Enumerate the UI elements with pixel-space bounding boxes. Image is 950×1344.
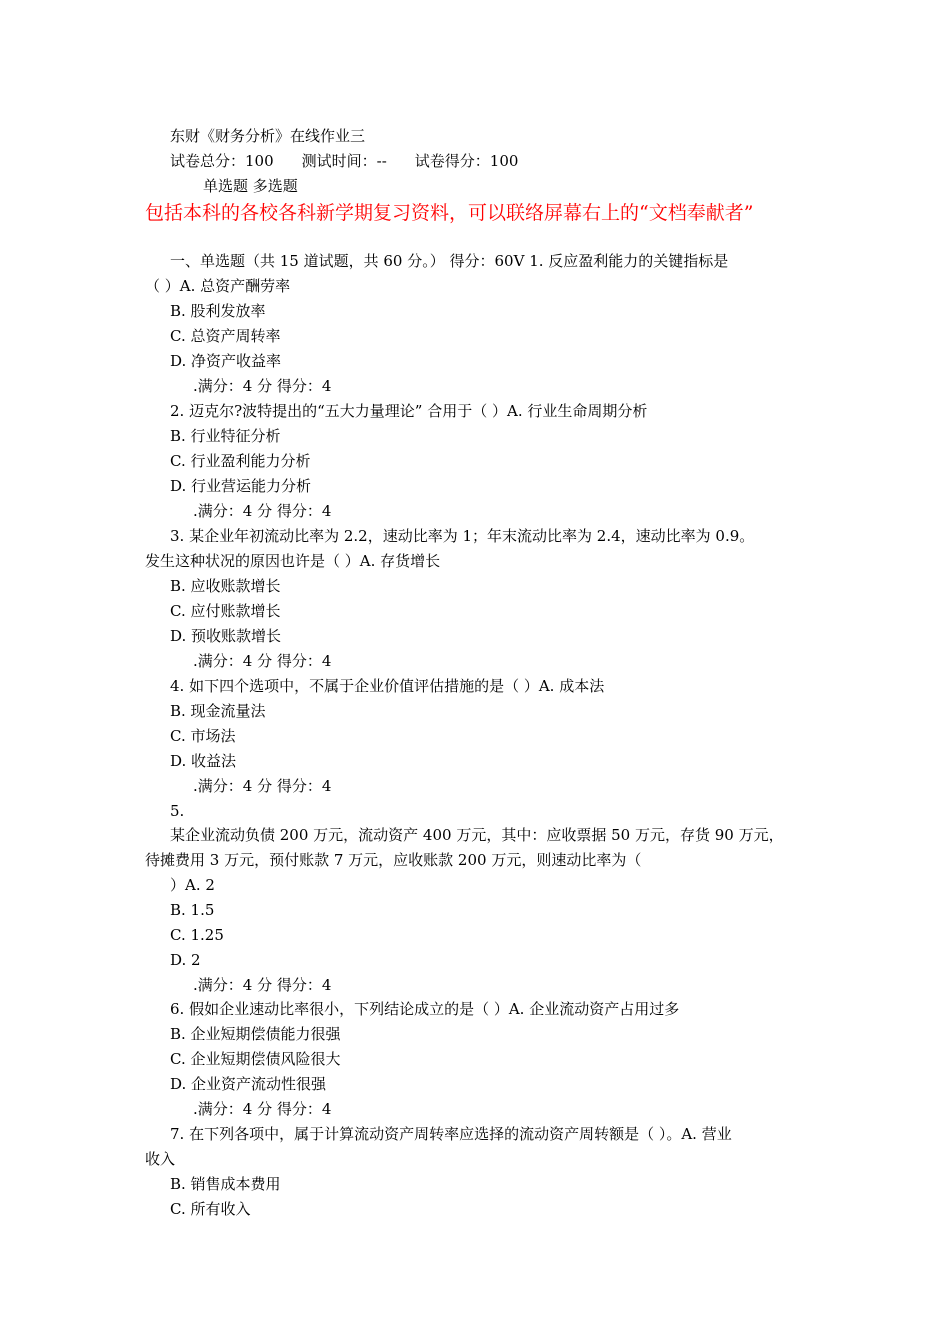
question-line: 3. 某企业年初流动比率为 2.2，速动比率为 1；年末流动比率为 2.4，速动比率为 0.9。 — [170, 527, 755, 545]
question-line: 发生这种状况的原因也许是（ ）A. 存货增长 — [145, 552, 441, 570]
section-heading: 一、单选题（共 15 道试题，共 60 分。） 得分：60V 1. 反应盈利能力的关键指标是 — [170, 252, 729, 270]
question-line: 6. 假如企业速动比率很小，下列结论成立的是（ ）A. 企业流动资产占用过多 — [170, 1000, 680, 1018]
answer-line: C. 总资产周转率 — [170, 327, 281, 345]
answer-line: B. 销售成本费用 — [170, 1175, 281, 1193]
answer-line: C. 行业盈利能力分析 — [170, 452, 311, 470]
question-line: 4. 如下四个选项中，不属于企业价值评估措施的是（ ）A. 成本法 — [170, 677, 605, 695]
document-title: 东财《财务分析》在线作业三 — [170, 127, 366, 145]
answer-line: D. 企业资产流动性很强 — [170, 1075, 327, 1093]
answer-line: B. 企业短期偿债能力很强 — [170, 1025, 341, 1043]
score-line: .满分：4 分 得分：4 — [193, 976, 332, 994]
score-line: .满分：4 分 得分：4 — [193, 502, 332, 520]
answer-line: D. 行业营运能力分析 — [170, 477, 312, 495]
answer-line: D. 收益法 — [170, 752, 237, 770]
test-time: 测试时间：-- — [301, 152, 387, 170]
answer-line: B. 现金流量法 — [170, 702, 266, 720]
answer-line: D. 净资产收益率 — [170, 352, 282, 370]
total-score: 试卷总分：100 — [170, 152, 274, 170]
score-line: .满分：4 分 得分：4 — [193, 777, 332, 795]
answer-line: D. 2 — [170, 951, 201, 969]
red-notice-text: 包括本科的各校各科新学期复习资料，可以联络屏幕右上的“文档奉献者” — [145, 202, 754, 224]
answer-line: C. 1.25 — [170, 926, 224, 944]
score-obtained: 试卷得分：100 — [414, 152, 519, 170]
question-line: 某企业流动负债 200 万元，流动资产 400 万元，其中：应收票据 50 万元，存货 90 万元， — [170, 826, 784, 844]
question-line: 2. 迈克尔?波特提出的“五大力量理论” 合用于（ ）A. 行业生命周期分析 — [170, 402, 648, 420]
answer-line: C. 所有收入 — [170, 1200, 251, 1218]
answer-line: B. 股利发放率 — [170, 302, 266, 320]
answer-line: 收入 — [145, 1150, 176, 1168]
answer-line: C. 企业短期偿债风险很大 — [170, 1050, 341, 1068]
answer-line: C. 应付账款增长 — [170, 602, 281, 620]
answer-line: C. 市场法 — [170, 727, 236, 745]
answer-line: ）A. 2 — [170, 876, 215, 894]
answer-line: B. 1.5 — [170, 901, 215, 919]
answer-line: B. 应收账款增长 — [170, 577, 281, 595]
score-line: .满分：4 分 得分：4 — [193, 652, 332, 670]
score-line: .满分：4 分 得分：4 — [193, 377, 332, 395]
question-line: 7. 在下列各项中，属于计算流动资产周转率应选择的流动资产周转额是（ ）。A. 营业 — [170, 1125, 732, 1143]
question-line: 待摊费用 3 万元，预付账款 7 万元，应收账款 200 万元，则速动比率为（ — [145, 851, 642, 869]
exam-info-row — [170, 149, 850, 174]
answer-line: B. 行业特征分析 — [170, 427, 281, 445]
score-line: .满分：4 分 得分：4 — [193, 1100, 332, 1118]
answer-line: D. 预收账款增长 — [170, 627, 282, 645]
question-number: 5. — [170, 802, 185, 820]
question-type-tabs: 单选题 多选题 — [203, 177, 298, 195]
answer-line: （ ）A. 总资产酬劳率 — [145, 277, 291, 295]
